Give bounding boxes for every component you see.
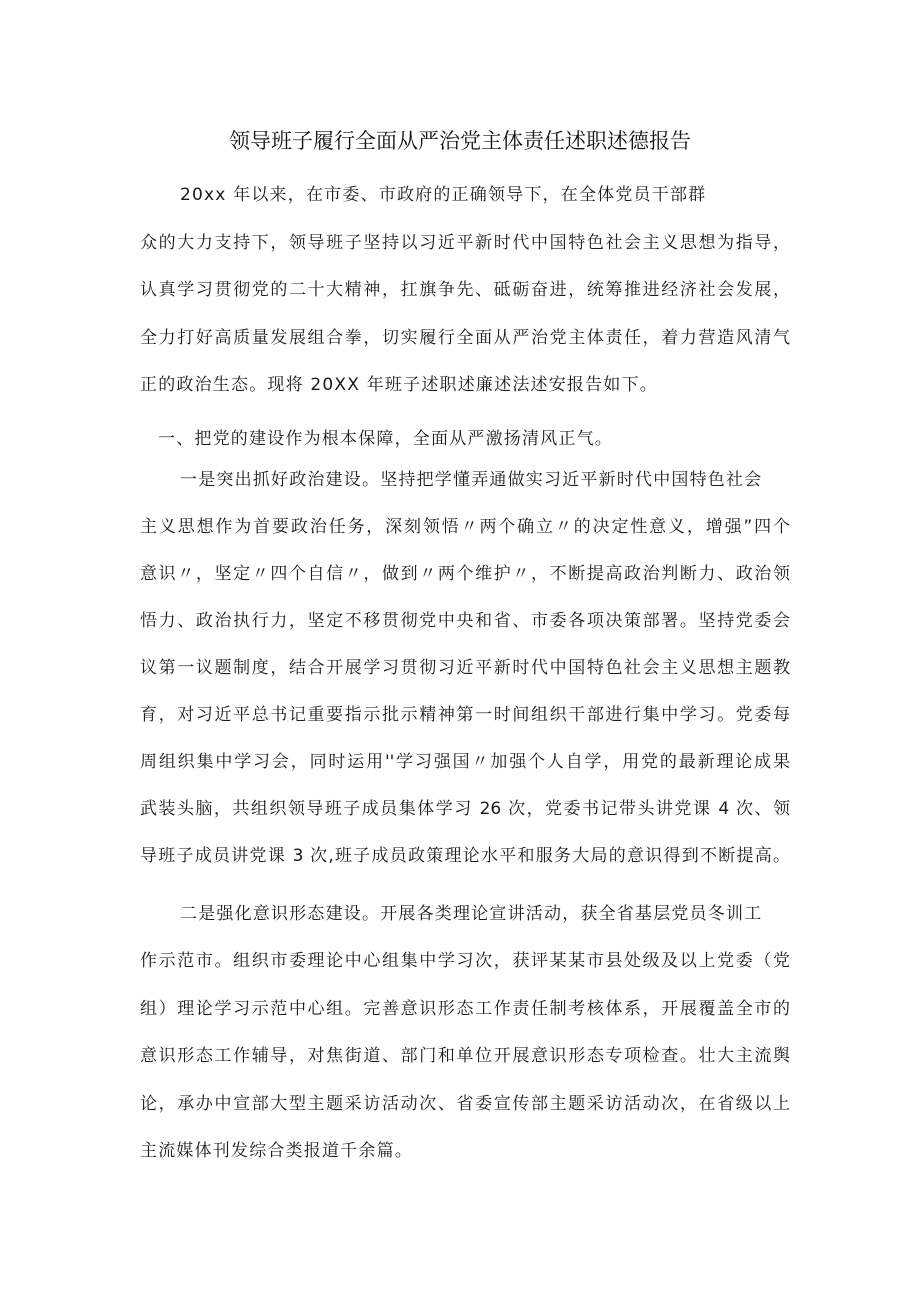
paragraph-line: 导班子成员讲党课 3 次,班子成员政策理论水平和服务大局的意识得到不断提高。 [140, 846, 790, 866]
paragraph-line: 组）理论学习示范中心组。完善意识形态工作责任制考核体系，开展覆盖全市的 [140, 999, 790, 1019]
paragraph-line: 认真学习贯彻党的二十大精神，扛旗争先、砥砺奋进，统筹推进经济社会发展， [140, 280, 790, 300]
paragraph-line: 论，承办中宣部大型主题采访活动次、省委宣传部主题采访活动次，在省级以上 [140, 1094, 790, 1114]
paragraph-line: 二是强化意识形态建设。开展各类理论宣讲活动，获全省基层党员冬训工 [180, 904, 763, 924]
paragraph-line: 一是突出抓好政治建设。坚持把学懂弄通做实习近平新时代中国特色社会 [180, 470, 763, 490]
paragraph-line: 主流媒体刊发综合类报道千余篇。 [140, 1141, 413, 1161]
paragraph-line: 武装头脑，共组织领导班子成员集体学习 26 次，党委书记带头讲党课 4 次、领 [140, 799, 790, 819]
paragraph-line: 意识〃，坚定〃四个自信〃，做到〃两个维护〃，不断提高政治判断力、政治领 [140, 564, 790, 584]
paragraph-line: 育，对习近平总书记重要指示批示精神第一时间组织干部进行集中学习。党委每 [140, 705, 790, 725]
paragraph-line: 全力打好高质量发展组合拳，切实履行全面从严治党主体责任，着力营造风清气 [140, 328, 790, 348]
paragraph-line: 主义思想作为首要政治任务，深刻领悟〃两个确立〃的决定性意义，增强”四个 [140, 517, 790, 537]
document-title: 领导班子履行全面从严治党主体责任述职述德报告 [229, 129, 691, 153]
paragraph-line: 意识形态工作辅导，对焦街道、部门和单位开展意识形态专项检查。壮大主流舆 [140, 1046, 790, 1066]
paragraph-line: 20xx 年以来，在市委、市政府的正确领导下，在全体党员干部群 [180, 185, 707, 205]
section-heading: 一、把党的建设作为根本保障，全面从严激扬清风正气。 [158, 429, 613, 449]
paragraph-line: 悟力、政治执行力，坚定不移贯彻党中央和省、市委各项决策部署。坚持党委会 [140, 611, 790, 631]
paragraph-line: 作示范市。组织市委理论中心组集中学习次，获评某某市县处级及以上党委（党 [140, 951, 790, 971]
paragraph-line: 周组织集中学习会，同时运用''学习强国〃加强个人自学，用党的最新理论成果 [140, 752, 790, 772]
paragraph-line: 议第一议题制度，结合开展学习贯彻习近平新时代中国特色社会主义思想主题教 [140, 658, 790, 678]
paragraph-line: 众的大力支持下，领导班子坚持以习近平新时代中国特色社会主义思想为指导， [140, 233, 790, 253]
paragraph-line: 正的政治生态。现将 20XX 年班子述职述廉述法述安报告如下。 [140, 375, 658, 395]
